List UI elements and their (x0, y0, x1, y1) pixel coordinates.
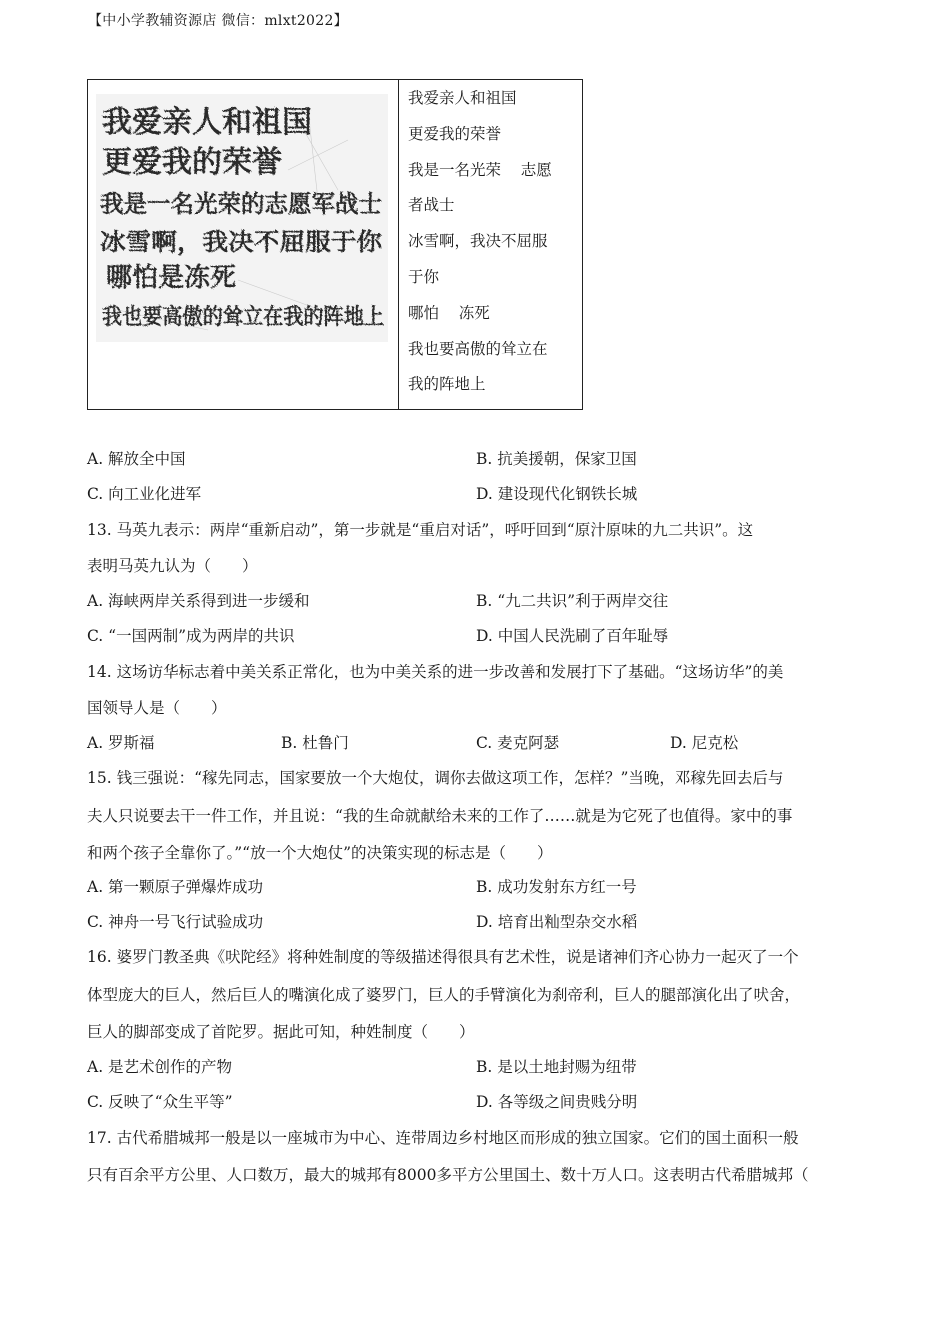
hw-line-2: 更爱我的荣誉 (102, 145, 282, 180)
poem-line: 我的阵地上 (408, 375, 486, 394)
q13-stem-line-2: 表明马英九认为（ ） (87, 557, 258, 575)
q17-stem-line-2: 只有百余平方公里、人口数万，最大的城邦有8000多平方公里国土、数十万人口。这表明古代希腊城邦（ (87, 1166, 809, 1184)
q12-option-c: C. 向工业化进军 (87, 485, 202, 503)
q16-option-a: A. 是艺术创作的产物 (87, 1058, 233, 1076)
q15-option-b: B. 成功发射东方红一号 (476, 878, 637, 896)
q16-option-d: D. 各等级之间贵贱分明 (476, 1093, 638, 1111)
q15-stem-line-1: 15. 钱三强说：“稼先同志，国家要放一个大炮仗，调你去做这项工作，怎样？”当晚，邓稼先回去后与 (87, 769, 784, 787)
q13-option-b: B. “九二共识”利于两岸交往 (476, 592, 669, 610)
hw-line-5: 哪怕是冻死 (106, 263, 237, 293)
q13-option-a: A. 海峡两岸关系得到进一步缓和 (87, 592, 310, 610)
q12-option-d: D. 建设现代化钢铁长城 (476, 485, 638, 503)
hw-line-4: 冰雪啊，我决不屈服于你 (100, 227, 384, 256)
poem-transcription (399, 80, 582, 409)
q13-option-d: D. 中国人民洗刷了百年耻辱 (476, 627, 669, 645)
hw-line-1: 我爱亲人和祖国 (102, 105, 312, 140)
q15-option-c: C. 神舟一号飞行试验成功 (87, 913, 264, 931)
poem-line: 哪怕 冻死 (408, 303, 490, 322)
q17-stem-line-1: 17. 古代希腊城邦一般是以一座城市为中心、连带周边乡村地区而形成的独立国家。它们的国土面积一般 (87, 1129, 799, 1147)
hw-line-3: 我是一名光荣的志愿军战士 (100, 189, 382, 218)
q15-stem-line-2: 夫人只说要去干一件工作，并且说：“我的生命就献给未来的工作了……就是为它死了也值得。家中的事 (87, 807, 793, 825)
q13-stem-line-1: 13. 马英九表示：两岸“重新启动”，第一步就是“重启对话”，呼吁回到“原汁原味的九二共识”。这 (87, 521, 754, 539)
poem-line: 我爱亲人和祖国 (408, 89, 517, 107)
q12-option-a: A. 解放全中国 (87, 450, 186, 468)
q14-option-b: B. 杜鲁门 (281, 734, 349, 752)
poem-line: 更爱我的荣誉 (408, 124, 502, 143)
q15-option-d: D. 培育出籼型杂交水稻 (476, 913, 638, 931)
q16-stem-line-3: 巨人的脚部变成了首陀罗。据此可知，种姓制度（ ） (87, 1023, 475, 1041)
q14-option-a: A. 罗斯福 (87, 734, 155, 752)
q16-option-c: C. 反映了“众生平等” (87, 1093, 233, 1111)
handwriting-scan (88, 80, 396, 408)
poem-line: 者战士 (408, 196, 455, 215)
q15-stem-line-3: 和两个孩子全靠你了。”“放一个大炮仗”的决策实现的标志是（ ） (87, 844, 553, 862)
page-header: 【中小学教辅资源店 微信：mlxt2022】 (88, 13, 348, 29)
q15-option-a: A. 第一颗原子弹爆炸成功 (87, 878, 264, 896)
poem-table (87, 79, 583, 410)
q12-option-b: B. 抗美援朝，保家卫国 (476, 450, 637, 468)
q14-stem-line-1: 14. 这场访华标志着中美关系正常化，也为中美关系的进一步改善和发展打下了基础。“这场访华”的美 (87, 663, 784, 681)
q16-stem-line-2: 体型庞大的巨人，然后巨人的嘴演化成了婆罗门，巨人的手臂演化为刹帝利，巨人的腿部演化出了吠舍， (87, 986, 801, 1004)
q16-option-b: B. 是以土地封赐为纽带 (476, 1058, 637, 1076)
poem-line: 于你 (408, 267, 440, 286)
poem-line: 我也要高傲的耸立在 (408, 339, 548, 358)
q14-option-c: C. 麦克阿瑟 (476, 734, 560, 752)
hw-line-6: 我也要高傲的耸立在我的阵地上 (102, 304, 384, 330)
poem-line: 冰雪啊，我决不屈服 (408, 232, 548, 251)
q14-stem-line-2: 国领导人是（ ） (87, 699, 227, 717)
poem-line: 我是一名光荣 志愿 (408, 160, 552, 179)
q16-stem-line-1: 16. 婆罗门教圣典《吠陀经》将种姓制度的等级描述得很具有艺术性，说是诸神们齐心协力一起灭了一个 (87, 948, 799, 966)
q13-option-c: C. “一国两制”成为两岸的共识 (87, 627, 295, 645)
q14-option-d: D. 尼克松 (670, 734, 739, 752)
handwritten-poem-image (88, 80, 399, 409)
